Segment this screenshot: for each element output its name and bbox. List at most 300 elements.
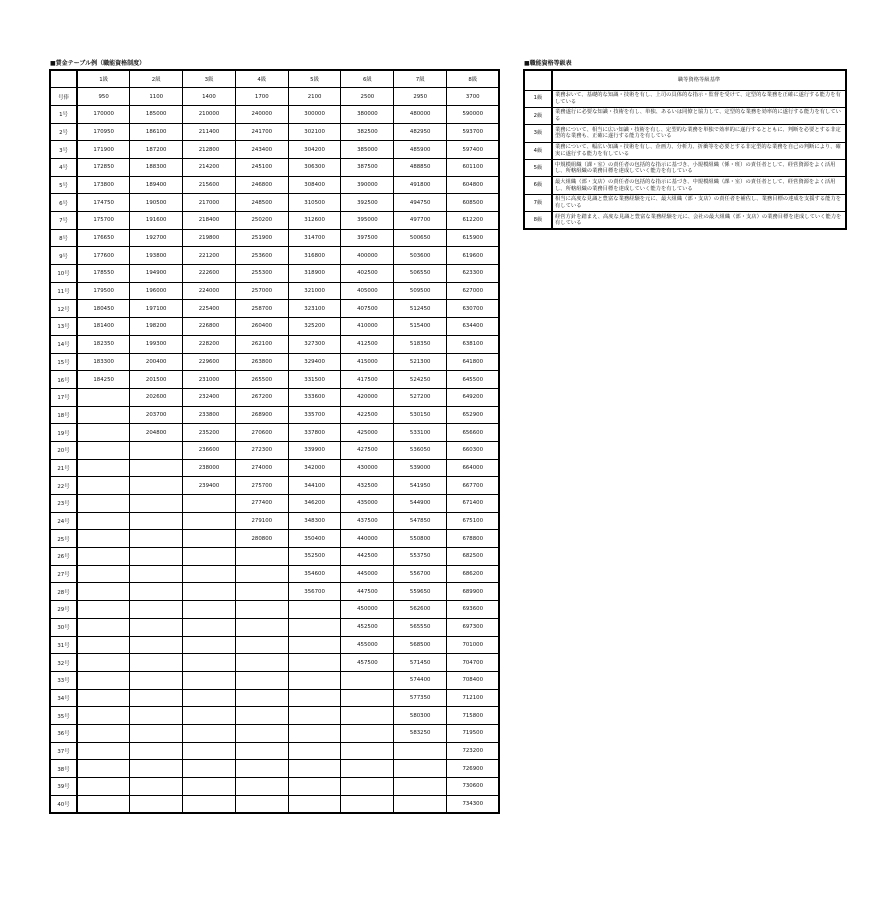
table-cell: 214200 xyxy=(183,158,236,176)
row-label: 39号 xyxy=(50,778,77,796)
table-cell: 730600 xyxy=(447,778,500,796)
table-cell: 482950 xyxy=(394,123,447,141)
table-cell xyxy=(130,778,183,796)
table-cell: 193800 xyxy=(130,247,183,265)
table-cell: 176650 xyxy=(77,229,130,247)
table-cell: 410000 xyxy=(341,318,394,336)
table-cell: 189400 xyxy=(130,176,183,194)
table-cell: 171900 xyxy=(77,141,130,159)
table-cell: 715800 xyxy=(447,707,500,725)
table-cell: 183300 xyxy=(77,353,130,371)
table-cell: 333600 xyxy=(288,388,341,406)
table-cell: 440000 xyxy=(341,530,394,548)
table-row xyxy=(50,654,499,672)
table-cell: 173800 xyxy=(77,176,130,194)
table-cell: 638100 xyxy=(447,335,500,353)
table-cell xyxy=(130,689,183,707)
table-cell: 590000 xyxy=(447,105,500,123)
table-cell xyxy=(183,530,236,548)
table-cell: 619600 xyxy=(447,247,500,265)
table-cell: 734300 xyxy=(447,795,500,813)
table-cell: 506550 xyxy=(394,265,447,283)
row-label: 33号 xyxy=(50,671,77,689)
table-cell xyxy=(288,618,341,636)
table-cell: 390000 xyxy=(341,176,394,194)
table-cell xyxy=(77,636,130,654)
table-cell: 704700 xyxy=(447,654,500,672)
table-row xyxy=(50,724,499,742)
table-cell: 512450 xyxy=(394,300,447,318)
table-cell xyxy=(183,742,236,760)
table-cell: 308400 xyxy=(288,176,341,194)
grade-level: 4級 xyxy=(524,142,552,159)
table-cell: 241700 xyxy=(235,123,288,141)
table-cell: 3級 xyxy=(183,70,236,88)
table-cell: 200400 xyxy=(130,353,183,371)
table-cell: 580300 xyxy=(394,707,447,725)
table-row xyxy=(50,548,499,566)
table-cell: 212800 xyxy=(183,141,236,159)
table-row xyxy=(50,424,499,442)
table-cell: 260400 xyxy=(235,318,288,336)
table-cell xyxy=(77,760,130,778)
table-cell xyxy=(77,601,130,619)
table-cell: 225400 xyxy=(183,300,236,318)
table-cell: 321000 xyxy=(288,282,341,300)
table-cell xyxy=(130,760,183,778)
table-cell xyxy=(341,671,394,689)
table-cell: 500650 xyxy=(394,229,447,247)
table-cell: 339900 xyxy=(288,441,341,459)
table-cell: 201500 xyxy=(130,371,183,389)
table-cell: 407500 xyxy=(341,300,394,318)
table-row xyxy=(50,318,499,336)
table-cell: 608500 xyxy=(447,194,500,212)
table-cell xyxy=(235,778,288,796)
table-cell xyxy=(77,707,130,725)
table-cell: 262100 xyxy=(235,335,288,353)
table-cell: 197100 xyxy=(130,300,183,318)
table-cell: 3700 xyxy=(447,88,500,106)
table-cell xyxy=(130,565,183,583)
table-cell: 627000 xyxy=(447,282,500,300)
table-cell: 210000 xyxy=(183,105,236,123)
table-cell xyxy=(77,689,130,707)
table-cell: 571450 xyxy=(394,654,447,672)
table-cell: 236600 xyxy=(183,441,236,459)
table-cell: 185000 xyxy=(130,105,183,123)
table-cell: 612200 xyxy=(447,212,500,230)
table-cell: 233800 xyxy=(183,406,236,424)
pay-table-title: ■賃金テーブル例（職能資格制度） xyxy=(50,60,146,67)
grade-level: 1級 xyxy=(524,90,552,107)
table-cell: 1400 xyxy=(183,88,236,106)
grade-description: 相当に高度な見識と豊富な業務経験を元に、最大組織（部・支店）の責任者を補佐し、業務目標の達成を支援する能力を有している xyxy=(552,194,846,211)
table-cell: 604800 xyxy=(447,176,500,194)
table-cell: 179500 xyxy=(77,282,130,300)
table-cell xyxy=(77,424,130,442)
table-cell: 239400 xyxy=(183,477,236,495)
table-cell: 222600 xyxy=(183,265,236,283)
table-cell: 194900 xyxy=(130,265,183,283)
table-cell xyxy=(183,707,236,725)
table-cell: 250200 xyxy=(235,212,288,230)
table-cell xyxy=(235,583,288,601)
table-cell: 325200 xyxy=(288,318,341,336)
row-label: 32号 xyxy=(50,654,77,672)
table-cell xyxy=(394,795,447,813)
table-cell: 224000 xyxy=(183,282,236,300)
table-cell: 2100 xyxy=(288,88,341,106)
table-cell xyxy=(341,707,394,725)
table-cell xyxy=(235,742,288,760)
table-cell: 170000 xyxy=(77,105,130,123)
table-cell: 652900 xyxy=(447,406,500,424)
table-cell: 186100 xyxy=(130,123,183,141)
table-cell: 253600 xyxy=(235,247,288,265)
table-cell: 352500 xyxy=(288,548,341,566)
table-cell: 686200 xyxy=(447,565,500,583)
row-label: 18号 xyxy=(50,406,77,424)
grade-criteria-header: 職等資格等級基準 xyxy=(552,70,846,90)
table-cell: 348300 xyxy=(288,512,341,530)
table-cell: 2950 xyxy=(394,88,447,106)
row-label: 8号 xyxy=(50,229,77,247)
table-row xyxy=(50,512,499,530)
table-cell xyxy=(183,654,236,672)
row-label: 17号 xyxy=(50,388,77,406)
table-cell: 5級 xyxy=(288,70,341,88)
table-cell: 723200 xyxy=(447,742,500,760)
table-row xyxy=(50,123,499,141)
table-cell: 350400 xyxy=(288,530,341,548)
table-cell: 420000 xyxy=(341,388,394,406)
table-cell: 1級 xyxy=(77,70,130,88)
table-cell: 238000 xyxy=(183,459,236,477)
row-label: 26号 xyxy=(50,548,77,566)
table-cell: 232400 xyxy=(183,388,236,406)
table-cell: 2500 xyxy=(341,88,394,106)
table-cell: 392500 xyxy=(341,194,394,212)
table-cell xyxy=(235,707,288,725)
table-cell xyxy=(130,495,183,513)
table-cell xyxy=(130,477,183,495)
table-cell: 346200 xyxy=(288,495,341,513)
table-row xyxy=(50,530,499,548)
table-cell: 203700 xyxy=(130,406,183,424)
table-cell: 181400 xyxy=(77,318,130,336)
grade-level: 7級 xyxy=(524,194,552,211)
row-label: 2号 xyxy=(50,123,77,141)
grade-level: 5級 xyxy=(524,160,552,177)
empty-cell xyxy=(524,70,552,90)
table-cell: 337800 xyxy=(288,424,341,442)
table-cell: 568500 xyxy=(394,636,447,654)
table-cell: 257000 xyxy=(235,282,288,300)
table-cell: 445000 xyxy=(341,565,394,583)
row-label: 23号 xyxy=(50,495,77,513)
table-cell xyxy=(235,636,288,654)
table-cell xyxy=(77,778,130,796)
table-cell: 402500 xyxy=(341,265,394,283)
row-label: 38号 xyxy=(50,760,77,778)
table-cell: 562600 xyxy=(394,601,447,619)
row-label: 10号 xyxy=(50,265,77,283)
table-cell: 184250 xyxy=(77,371,130,389)
table-cell xyxy=(394,742,447,760)
table-cell: 231000 xyxy=(183,371,236,389)
table-cell: 671400 xyxy=(447,495,500,513)
table-cell: 274000 xyxy=(235,459,288,477)
table-cell: 314700 xyxy=(288,229,341,247)
table-cell: 397500 xyxy=(341,229,394,247)
table-cell xyxy=(77,495,130,513)
table-cell: 509500 xyxy=(394,282,447,300)
table-cell: 228200 xyxy=(183,335,236,353)
row-label: 16号 xyxy=(50,371,77,389)
table-cell: 649200 xyxy=(447,388,500,406)
table-cell: 196000 xyxy=(130,282,183,300)
table-cell xyxy=(235,795,288,813)
table-cell: 524250 xyxy=(394,371,447,389)
table-row xyxy=(50,212,499,230)
table-cell: 277400 xyxy=(235,495,288,513)
row-label: 31号 xyxy=(50,636,77,654)
table-cell: 180450 xyxy=(77,300,130,318)
table-cell: 577350 xyxy=(394,689,447,707)
table-row xyxy=(50,247,499,265)
table-cell: 615900 xyxy=(447,229,500,247)
table-cell xyxy=(183,601,236,619)
row-label: 24号 xyxy=(50,512,77,530)
table-cell: 556700 xyxy=(394,565,447,583)
row-label xyxy=(50,70,77,88)
table-cell: 675100 xyxy=(447,512,500,530)
table-row xyxy=(50,477,499,495)
table-cell xyxy=(288,636,341,654)
table-cell: 329400 xyxy=(288,353,341,371)
row-label: 5号 xyxy=(50,176,77,194)
table-cell: 518350 xyxy=(394,335,447,353)
table-cell xyxy=(77,583,130,601)
table-cell: 689900 xyxy=(447,583,500,601)
table-cell xyxy=(130,724,183,742)
table-cell xyxy=(130,707,183,725)
table-cell: 682500 xyxy=(447,548,500,566)
table-cell: 327300 xyxy=(288,335,341,353)
table-row xyxy=(50,441,499,459)
table-cell: 174750 xyxy=(77,194,130,212)
table-cell: 435000 xyxy=(341,495,394,513)
row-label: 1号 xyxy=(50,105,77,123)
table-cell: 280800 xyxy=(235,530,288,548)
table-row xyxy=(50,760,499,778)
table-row xyxy=(50,583,499,601)
table-cell: 8級 xyxy=(447,70,500,88)
row-label: 28号 xyxy=(50,583,77,601)
table-cell: 229600 xyxy=(183,353,236,371)
table-cell xyxy=(77,654,130,672)
table-cell xyxy=(183,512,236,530)
table-row xyxy=(50,565,499,583)
row-label: 22号 xyxy=(50,477,77,495)
table-cell: 316800 xyxy=(288,247,341,265)
row-label: 号俸 xyxy=(50,88,77,106)
table-cell xyxy=(183,583,236,601)
row-label: 9号 xyxy=(50,247,77,265)
table-cell xyxy=(183,548,236,566)
table-cell: 191600 xyxy=(130,212,183,230)
table-cell xyxy=(288,671,341,689)
table-cell: 217000 xyxy=(183,194,236,212)
table-cell xyxy=(235,654,288,672)
table-cell xyxy=(288,778,341,796)
row-label: 3号 xyxy=(50,141,77,159)
table-cell: 306300 xyxy=(288,158,341,176)
table-cell: 177600 xyxy=(77,247,130,265)
table-cell: 268900 xyxy=(235,406,288,424)
table-cell: 1100 xyxy=(130,88,183,106)
table-cell: 645500 xyxy=(447,371,500,389)
table-cell xyxy=(77,724,130,742)
table-cell xyxy=(183,724,236,742)
table-cell: 2級 xyxy=(130,70,183,88)
table-row xyxy=(50,300,499,318)
table-cell: 344100 xyxy=(288,477,341,495)
table-row xyxy=(50,689,499,707)
table-cell: 539000 xyxy=(394,459,447,477)
table-cell xyxy=(235,671,288,689)
table-cell xyxy=(130,459,183,477)
grade-level: 8級 xyxy=(524,212,552,229)
table-row xyxy=(50,707,499,725)
table-cell: 323100 xyxy=(288,300,341,318)
table-cell: 494750 xyxy=(394,194,447,212)
grade-header-row xyxy=(524,70,846,90)
row-label: 11号 xyxy=(50,282,77,300)
table-cell: 664000 xyxy=(447,459,500,477)
row-label: 27号 xyxy=(50,565,77,583)
table-cell: 417500 xyxy=(341,371,394,389)
pay-table xyxy=(49,69,500,814)
table-cell xyxy=(77,795,130,813)
table-cell: 452500 xyxy=(341,618,394,636)
table-cell: 387500 xyxy=(341,158,394,176)
table-cell: 199300 xyxy=(130,335,183,353)
table-cell: 219800 xyxy=(183,229,236,247)
table-cell: 245100 xyxy=(235,158,288,176)
table-row xyxy=(50,618,499,636)
table-cell xyxy=(130,512,183,530)
table-cell: 634400 xyxy=(447,318,500,336)
table-cell xyxy=(77,406,130,424)
row-label: 37号 xyxy=(50,742,77,760)
table-cell xyxy=(235,548,288,566)
row-label: 13号 xyxy=(50,318,77,336)
table-cell xyxy=(183,795,236,813)
grade-row xyxy=(524,107,846,124)
table-cell: 187200 xyxy=(130,141,183,159)
table-cell: 385000 xyxy=(341,141,394,159)
table-cell: 491800 xyxy=(394,176,447,194)
table-row xyxy=(50,265,499,283)
table-cell: 248500 xyxy=(235,194,288,212)
table-cell: 660300 xyxy=(447,441,500,459)
table-cell xyxy=(288,760,341,778)
row-label: 35号 xyxy=(50,707,77,725)
grade-table-title: ■職能資格等級表 xyxy=(524,60,572,67)
table-cell: 503600 xyxy=(394,247,447,265)
table-cell xyxy=(235,760,288,778)
table-cell: 437500 xyxy=(341,512,394,530)
table-cell: 263800 xyxy=(235,353,288,371)
table-cell xyxy=(130,618,183,636)
table-cell xyxy=(77,618,130,636)
table-cell: 447500 xyxy=(341,583,394,601)
table-row xyxy=(50,459,499,477)
table-cell: 601100 xyxy=(447,158,500,176)
table-cell: 310500 xyxy=(288,194,341,212)
grade-description: 中規模組織（課・室）の責任者の包括的な指示に基づき、小規模組織（係・班）の責任者として、経営資源をよく活用し、所轄組織の業務目標を達成していく能力を有している xyxy=(552,160,846,177)
table-cell: 192700 xyxy=(130,229,183,247)
table-cell: 221200 xyxy=(183,247,236,265)
table-cell xyxy=(77,742,130,760)
table-cell xyxy=(130,601,183,619)
table-cell: 553750 xyxy=(394,548,447,566)
grade-row xyxy=(524,212,846,229)
table-row xyxy=(50,406,499,424)
table-cell: 175700 xyxy=(77,212,130,230)
table-cell xyxy=(77,671,130,689)
table-row xyxy=(50,229,499,247)
table-cell xyxy=(288,689,341,707)
table-cell: 255300 xyxy=(235,265,288,283)
grade-row xyxy=(524,194,846,211)
table-cell xyxy=(77,512,130,530)
table-cell xyxy=(130,636,183,654)
table-cell: 318900 xyxy=(288,265,341,283)
row-label: 36号 xyxy=(50,724,77,742)
table-cell: 574400 xyxy=(394,671,447,689)
table-cell: 678800 xyxy=(447,530,500,548)
table-cell: 630700 xyxy=(447,300,500,318)
table-cell: 450000 xyxy=(341,601,394,619)
table-cell: 204800 xyxy=(130,424,183,442)
table-cell xyxy=(183,618,236,636)
table-cell xyxy=(183,760,236,778)
table-cell: 246800 xyxy=(235,176,288,194)
table-cell: 530150 xyxy=(394,406,447,424)
table-cell: 656600 xyxy=(447,424,500,442)
table-cell xyxy=(235,724,288,742)
table-cell xyxy=(77,477,130,495)
row-label: 29号 xyxy=(50,601,77,619)
table-cell: 182350 xyxy=(77,335,130,353)
table-row xyxy=(50,282,499,300)
table-cell: 425000 xyxy=(341,424,394,442)
table-cell: 300000 xyxy=(288,105,341,123)
table-cell: 541950 xyxy=(394,477,447,495)
table-cell: 708400 xyxy=(447,671,500,689)
table-cell: 697300 xyxy=(447,618,500,636)
table-cell: 235200 xyxy=(183,424,236,442)
table-cell: 593700 xyxy=(447,123,500,141)
table-row xyxy=(50,601,499,619)
table-cell: 565550 xyxy=(394,618,447,636)
table-cell xyxy=(341,742,394,760)
grade-description: 業務おいて、基礎的な知識・技術を有し、上司の具体的な指示・監督を受けて、定型的な業務を正確に遂行する能力を有している xyxy=(552,90,846,107)
grade-table xyxy=(523,69,847,230)
